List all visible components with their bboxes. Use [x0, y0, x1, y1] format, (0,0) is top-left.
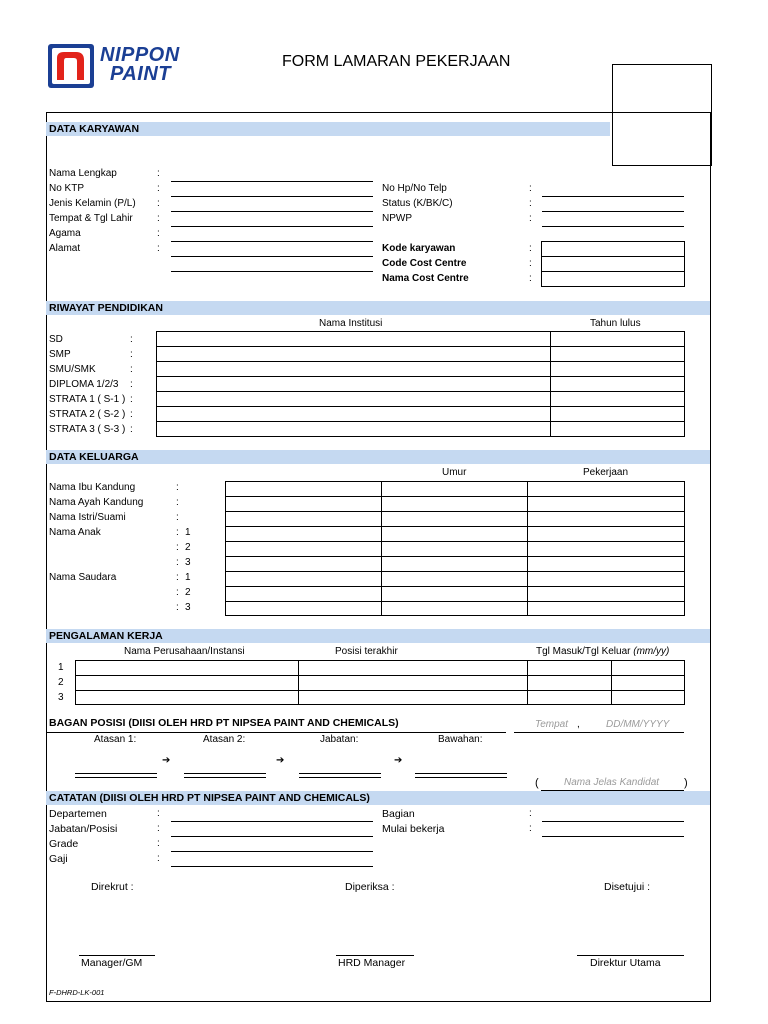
colon: :: [130, 349, 133, 360]
colon: :: [130, 409, 133, 420]
colon: :: [157, 243, 160, 254]
keluarga-row-line: [225, 541, 685, 542]
keluarga-col-divider: [527, 481, 528, 616]
colon: :: [529, 808, 532, 819]
field-gaji[interactable]: [171, 866, 373, 867]
keluarga-row-line: [225, 556, 685, 557]
label-nama-cost-centre: Nama Cost Centre: [382, 273, 469, 284]
saudara-num-2: 2: [185, 587, 191, 598]
colon: :: [529, 213, 532, 224]
col-nama-institusi: Nama Institusi: [319, 318, 383, 329]
pendidikan-row-line: [156, 346, 685, 347]
label-jabatan: Jabatan:: [320, 734, 359, 745]
bagan-top-line: [46, 732, 506, 733]
label-nama-saudara: Nama Saudara: [49, 572, 117, 583]
colon: :: [130, 334, 133, 345]
field-bagian[interactable]: [542, 821, 684, 822]
colon: :: [130, 364, 133, 375]
field-atasan-2[interactable]: [184, 773, 266, 778]
anak-num-2: 2: [185, 542, 191, 553]
label-nama-lengkap: Nama Lengkap: [49, 168, 117, 179]
label-kode-karyawan: Kode karyawan: [382, 243, 456, 254]
form-code: F-DHRD-LK-001: [49, 988, 105, 997]
label-strata1: STRATA 1 ( S-1 ): [49, 394, 126, 405]
pengalaman-row-line: [75, 675, 685, 676]
colon: :: [529, 183, 532, 194]
signature-line-direktur[interactable]: [577, 955, 684, 956]
colon: :: [157, 838, 160, 849]
anak-num-1: 1: [185, 527, 191, 538]
label-jabatan-posisi: Jabatan/Posisi: [49, 823, 118, 835]
col-tgl-label: Tgl Masuk/Tgl Keluar: [536, 646, 631, 657]
label-code-cost-centre: Code Cost Centre: [382, 258, 467, 269]
nippon-paint-logo: [48, 44, 208, 88]
field-jenis-kelamin[interactable]: [171, 196, 373, 197]
field-mulai-bekerja[interactable]: [542, 836, 684, 837]
label-strata3: STRATA 3 ( S-3 ): [49, 424, 126, 435]
logo-mark-icon: [48, 44, 94, 88]
tempat-date-line: [514, 732, 684, 733]
section-bagan-posisi: BAGAN POSISI (DIISI OLEH HRD PT NIPSEA PAINT AND CHEMICALS): [49, 717, 399, 729]
keluarga-row-line: [225, 586, 685, 587]
label-smu: SMU/SMK: [49, 364, 96, 375]
label-manager-gm: Manager/GM: [81, 957, 143, 969]
label-atasan-2: Atasan 2:: [203, 734, 246, 745]
col-umur: Umur: [442, 467, 467, 478]
field-bawahan[interactable]: [415, 773, 507, 778]
label-status: Status (K/BK/C): [382, 198, 453, 209]
field-npwp[interactable]: [542, 226, 684, 227]
colon: :: [176, 557, 179, 568]
keluarga-col-divider: [381, 481, 382, 616]
date-placeholder[interactable]: DD/MM/YYYY: [606, 719, 670, 730]
colon: :: [176, 587, 179, 598]
field-no-hp[interactable]: [542, 196, 684, 197]
colon: :: [176, 542, 179, 553]
col-tgl-format: (mm/yy): [633, 646, 670, 657]
label-nama-ibu: Nama Ibu Kandung: [49, 482, 136, 493]
photo-box[interactable]: [612, 64, 712, 166]
section-data-karyawan: DATA KARYAWAN: [46, 122, 610, 136]
pendidikan-row-line: [156, 391, 685, 392]
anak-num-3: 3: [185, 557, 191, 568]
label-tempat-tgl-lahir: Tempat & Tgl Lahir: [49, 213, 133, 224]
field-alamat-2[interactable]: [171, 256, 373, 257]
field-alamat-3[interactable]: [171, 271, 373, 272]
pendidikan-row-line: [156, 421, 685, 422]
keluarga-row-line: [225, 511, 685, 512]
signature-line-manager[interactable]: [79, 955, 155, 956]
saudara-num-3: 3: [185, 602, 191, 613]
pendidikan-row-line: [156, 361, 685, 362]
field-alamat-1[interactable]: [171, 241, 373, 242]
colon: :: [157, 213, 160, 224]
label-alamat: Alamat: [49, 243, 81, 254]
col-tahun-lulus: Tahun lulus: [590, 318, 641, 329]
colon: :: [130, 394, 133, 405]
field-agama[interactable]: [171, 226, 373, 227]
pengalaman-row-2: 2: [58, 677, 64, 688]
tempat-comma: ,: [577, 719, 580, 730]
field-kode-karyawan[interactable]: [541, 241, 685, 257]
colon: :: [529, 823, 532, 834]
colon: :: [157, 228, 160, 239]
colon: :: [157, 853, 160, 864]
colon: :: [176, 497, 179, 508]
pendidikan-row-line: [156, 376, 685, 377]
colon: :: [176, 527, 179, 538]
keluarga-table: [225, 481, 685, 616]
label-bawahan: Bawahan:: [438, 734, 483, 745]
label-no-hp: No Hp/No Telp: [382, 183, 447, 194]
nama-kandidat-placeholder[interactable]: Nama Jelas Kandidat: [564, 777, 660, 788]
field-tempat-tgl-lahir[interactable]: [171, 211, 373, 212]
label-no-ktp: No KTP: [49, 183, 85, 194]
colon: :: [529, 243, 532, 254]
field-departemen[interactable]: [171, 821, 373, 822]
section-riwayat-pendidikan: RIWAYAT PENDIDIKAN: [46, 301, 710, 315]
label-diploma: DIPLOMA 1/2/3: [49, 379, 119, 390]
label-mulai-bekerja: Mulai bekerja: [382, 823, 445, 835]
field-no-ktp[interactable]: [171, 181, 373, 182]
label-jenis-kelamin: Jenis Kelamin (P/L): [49, 198, 136, 209]
pengalaman-col-divider: [611, 660, 612, 705]
label-direkrut: Direkrut :: [91, 881, 134, 893]
field-status[interactable]: [542, 211, 684, 212]
tempat-placeholder[interactable]: Tempat: [535, 719, 568, 730]
label-agama: Agama: [49, 228, 81, 239]
label-bagian: Bagian: [382, 808, 415, 820]
paren-open: (: [535, 777, 539, 789]
colon: :: [529, 273, 532, 284]
colon: :: [130, 379, 133, 390]
pengalaman-col-divider: [298, 660, 299, 705]
page-title: FORM LAMARAN PEKERJAAN: [282, 53, 511, 70]
label-smp: SMP: [49, 349, 71, 360]
colon: :: [529, 258, 532, 269]
field-jabatan-posisi[interactable]: [171, 836, 373, 837]
paren-close: ): [684, 777, 688, 789]
label-npwp: NPWP: [382, 213, 412, 224]
pengalaman-col-divider: [527, 660, 528, 705]
section-pengalaman-kerja: PENGALAMAN KERJA: [46, 629, 710, 643]
logo-text-line1: NIPPON: [100, 44, 180, 66]
arrow-icon: ➔: [162, 755, 171, 766]
field-nama-cost-centre[interactable]: [541, 271, 685, 287]
label-diperiksa: Diperiksa :: [345, 881, 395, 893]
label-disetujui: Disetujui :: [604, 881, 651, 893]
section-catatan: CATATAN (DIISI OLEH HRD PT NIPSEA PAINT AND CHEMICALS): [46, 791, 710, 805]
keluarga-row-line: [225, 496, 685, 497]
field-code-cost-centre[interactable]: [541, 256, 685, 272]
pengalaman-row-line: [75, 690, 685, 691]
keluarga-row-line: [225, 571, 685, 572]
label-departemen: Departemen: [49, 808, 107, 820]
label-nama-anak: Nama Anak: [49, 527, 101, 538]
pengalaman-row-1: 1: [58, 662, 64, 673]
label-strata2: STRATA 2 ( S-2 ): [49, 409, 126, 420]
pendidikan-row-line: [156, 406, 685, 407]
label-direktur-utama: Direktur Utama: [590, 957, 661, 969]
col-pekerjaan: Pekerjaan: [583, 467, 629, 478]
colon: :: [157, 183, 160, 194]
colon: :: [157, 198, 160, 209]
colon: :: [176, 482, 179, 493]
col-posisi-terakhir: Posisi terakhir: [335, 646, 398, 657]
colon: :: [529, 198, 532, 209]
colon: :: [176, 572, 179, 583]
label-sd: SD: [49, 334, 63, 345]
arrow-icon: ➔: [276, 755, 285, 766]
arrow-icon: ➔: [394, 755, 403, 766]
keluarga-row-line: [225, 601, 685, 602]
label-nama-istri-suami: Nama Istri/Suami: [49, 512, 126, 523]
colon: :: [130, 424, 133, 435]
colon: :: [157, 808, 160, 819]
colon: :: [176, 602, 179, 613]
field-jabatan[interactable]: [299, 773, 381, 778]
label-nama-ayah: Nama Ayah Kandung: [49, 497, 144, 508]
saudara-num-1: 1: [185, 572, 191, 583]
field-atasan-1[interactable]: [75, 773, 157, 778]
label-grade: Grade: [49, 838, 79, 850]
colon: :: [157, 823, 160, 834]
label-hrd-manager: HRD Manager: [338, 957, 406, 969]
signature-line-hrd[interactable]: [336, 955, 414, 956]
col-tgl-masuk-keluar: [536, 646, 669, 657]
label-atasan-1: Atasan 1:: [94, 734, 137, 745]
logo-text-line2: PAINT: [110, 63, 172, 85]
label-gaji: Gaji: [49, 853, 68, 865]
col-nama-perusahaan: Nama Perusahaan/Instansi: [124, 646, 245, 657]
colon: :: [157, 168, 160, 179]
pengalaman-row-3: 3: [58, 692, 64, 703]
pengalaman-table: [75, 660, 685, 705]
frame-top-line: [46, 112, 612, 113]
section-data-keluarga: DATA KELUARGA: [46, 450, 710, 464]
field-grade[interactable]: [171, 851, 373, 852]
colon: :: [176, 512, 179, 523]
keluarga-row-line: [225, 526, 685, 527]
